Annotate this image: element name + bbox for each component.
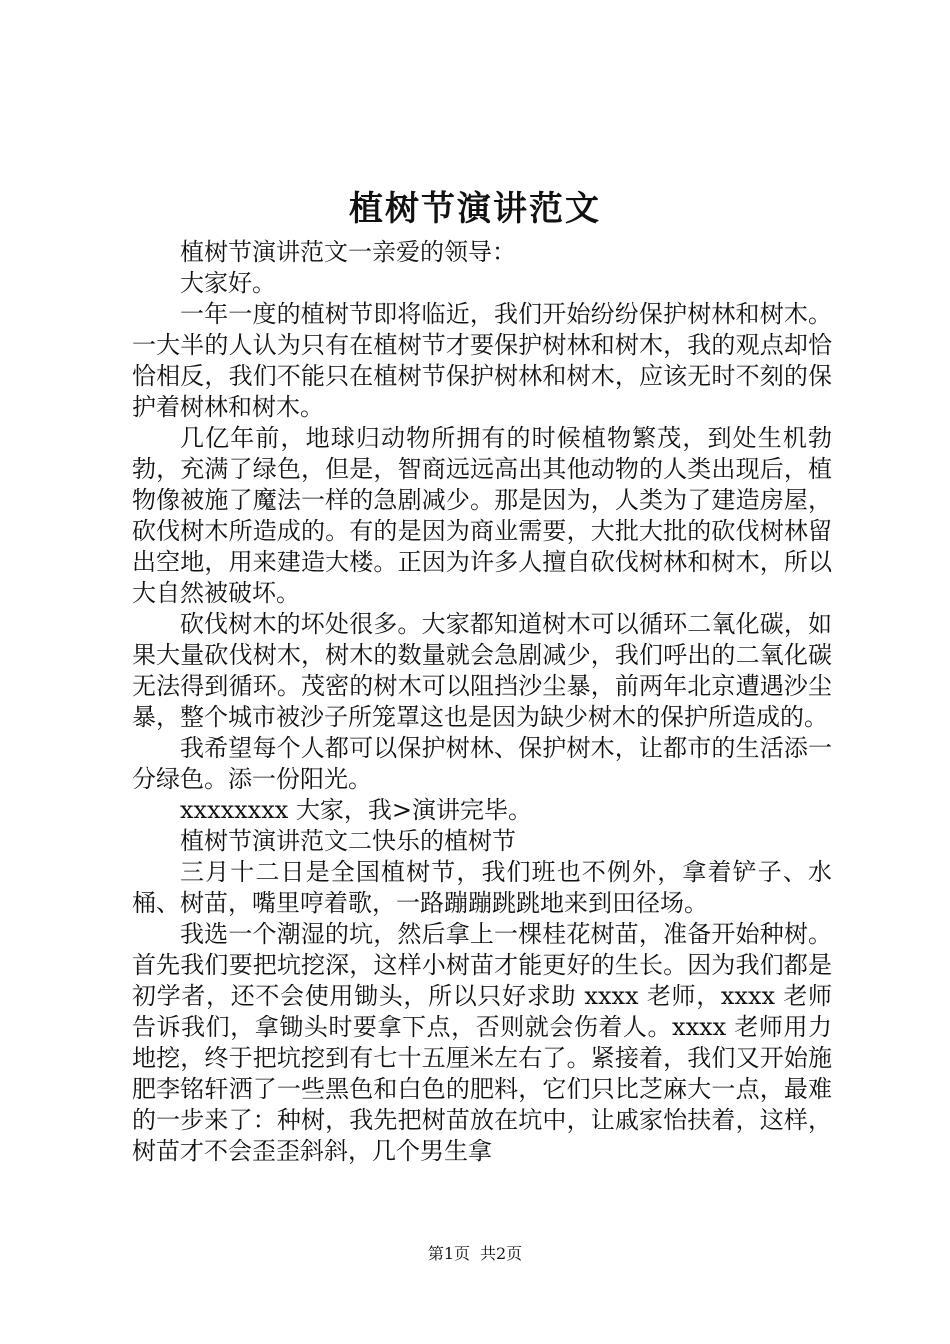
paragraph: 大家好。 <box>180 269 276 297</box>
paragraph: 几亿年前，地球归动物所拥有的时候植物繁茂，到处生机勃勃，充满了绿色，但是，智商远远高出其他动物的人类出现后，植物像被施了魔法一样的急剧减少。那是因为，人类为了建造房屋，砍伐树木所造成的。有的是因为商业需要，大批大批的砍伐树林留出空地，用来建造大楼。正因为许多人擅自砍伐树林和树木，所以大自然被破坏。 <box>132 424 832 607</box>
paragraph: 我选一个潮湿的坑，然后拿上一棵桂花树苗，准备开始种树。首先我们要把坑挖深，这样小树苗才能更好的生长。因为我们都是初学者，还不会使用锄头，所以只好求助 xxxx 老师，xxxx 老师告诉我们，拿锄头时要拿下点，否则就会伤着人。xxxx 老师用力地挖，终于把坑挖到有七十五厘米左右了。紧接着，我们又开始施肥李铭轩洒了一些黑色和白色的肥料，它们只比芝麻大一点，最难的一步来了：种树，我先把树苗放在坑中，让戚家怡扶着，这样，树苗才不会歪歪斜斜，几个男生拿 <box>132 920 832 1165</box>
document-body <box>132 237 832 1167</box>
paragraph: 三月十二日是全国植树节，我们班也不例外，拿着铲子、水桶、树苗，嘴里哼着歌，一路蹦蹦跳跳地来到田径场。 <box>132 858 832 917</box>
paragraph: 一年一度的植树节即将临近，我们开始纷纷保护树林和树木。一大半的人认为只有在植树节才要保护树林和树木，我的观点却恰恰相反，我们不能只在植树节保护树林和树木，应该无时不刻的保护着树林和树木。 <box>132 300 832 421</box>
paragraph: 我希望每个人都可以保护树林、保护树木，让都市的生活添一分绿色。添一份阳光。 <box>132 734 832 793</box>
paragraph: 植树节演讲范文二快乐的植树节 <box>180 827 516 855</box>
paragraph: 砍伐树木的坏处很多。大家都知道树木可以循环二氧化碳，如果大量砍伐树木，树木的数量就会急剧减少，我们呼出的二氧化碳无法得到循环。茂密的树木可以阻挡沙尘暴，前两年北京遭遇沙尘暴，整个城市被沙子所笼罩这也是因为缺少树木的保护所造成的。 <box>132 610 832 731</box>
page-footer <box>0 1243 950 1265</box>
paragraph: xxxxxxxx 大家，我>演讲完毕。 <box>180 796 533 824</box>
page-total: 共2页 <box>480 1244 523 1263</box>
document-title: 植树节演讲范文 <box>349 189 601 229</box>
paragraph: 植树节演讲范文一亲爱的领导： <box>180 238 516 266</box>
page-number: 第1页 <box>427 1244 470 1263</box>
